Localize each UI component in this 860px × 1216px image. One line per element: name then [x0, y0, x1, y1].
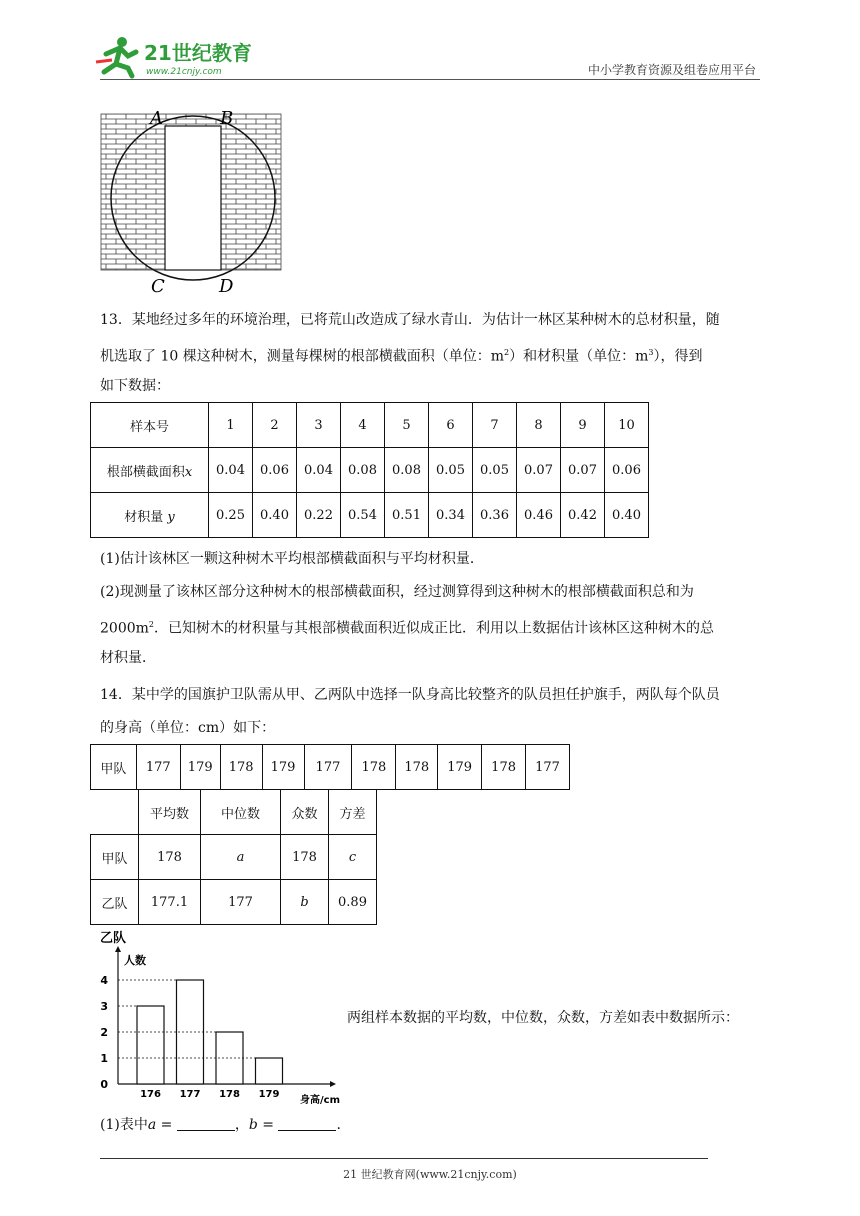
- q13-sub1: (1)估计该林区一颗这种树木平均根部横截面积与平均材积量．: [100, 551, 484, 567]
- table-cell: 0.40: [253, 493, 297, 538]
- q13-sub2-line1: (2)现测量了该林区部分这种树木的根部横截面积，经过测算得到这种树木的根部横截面积总和为: [100, 584, 694, 600]
- x-axis-label: 身高/cm: [300, 1095, 340, 1106]
- table-cell: 179: [180, 745, 220, 790]
- table-cell: [91, 790, 139, 835]
- table-cell: 0.40: [605, 493, 649, 538]
- table-cell: 10: [605, 403, 649, 448]
- table-cell: 0.06: [605, 448, 649, 493]
- table-cell: 177: [526, 745, 570, 790]
- brick-wall-figure: [96, 104, 286, 296]
- q13-line1: 13．某地经过多年的环境治理，已将荒山改造成了绿水青山．为估计一林区某种树木的总材积量，随: [100, 312, 720, 328]
- table-cell: 0.08: [385, 448, 429, 493]
- table-row: [91, 835, 377, 880]
- q14-line1: 14．某中学的国旗护卫队需从甲、乙两队中选择一队身高比较整齐的队员担任护旗手，两队每个队员: [100, 687, 720, 703]
- table-cell: 2: [253, 403, 297, 448]
- bar: [137, 1006, 164, 1084]
- y-tick-label: 4: [100, 974, 108, 987]
- y-tick-label: 3: [100, 1000, 108, 1013]
- q13-data-table: [90, 402, 649, 538]
- table-cell: 3: [297, 403, 341, 448]
- y-tick-label: 2: [100, 1026, 108, 1039]
- y-tick-label: 0: [100, 1078, 108, 1091]
- x-tick-label: 179: [258, 1089, 280, 1100]
- x-axis-arrow: [330, 1081, 336, 1087]
- y-axis-label: 人数: [124, 954, 146, 967]
- runner-icon: [96, 37, 136, 76]
- table-cell: 178: [482, 745, 526, 790]
- table-cell: 众数: [281, 790, 329, 835]
- table-cell: 0.89: [329, 880, 377, 925]
- yi-team-bar-chart: [94, 926, 344, 1108]
- table-cell: 0.05: [473, 448, 517, 493]
- table-cell: 179: [262, 745, 304, 790]
- table-cell: 0.06: [253, 448, 297, 493]
- table-row: [91, 448, 649, 493]
- table-cell: 甲队: [91, 745, 137, 790]
- table-cell: 0.51: [385, 493, 429, 538]
- table-cell: 0.07: [517, 448, 561, 493]
- q13-line3: 如下数据：: [100, 378, 170, 394]
- chart-title: 乙队: [100, 931, 127, 946]
- table-row: [91, 790, 377, 835]
- table-cell: 0.08: [341, 448, 385, 493]
- svg-text:www.21cnjy.com: www.21cnjy.com: [146, 67, 222, 77]
- footer-text: 21 世纪教育网(www.21cnjy.com): [343, 1168, 517, 1181]
- table-cell: c: [329, 835, 377, 880]
- table-cell: 178: [220, 745, 262, 790]
- table-cell: 方差: [329, 790, 377, 835]
- table-cell: 0.42: [561, 493, 605, 538]
- table-cell: 0.36: [473, 493, 517, 538]
- table-cell: 材积量 y: [91, 493, 209, 538]
- table-cell: 0.25: [209, 493, 253, 538]
- table-cell: 0.46: [517, 493, 561, 538]
- table-cell: 8: [517, 403, 561, 448]
- table-cell: 4: [341, 403, 385, 448]
- table-cell: 177: [201, 880, 281, 925]
- table-cell: 177: [136, 745, 180, 790]
- y-axis-arrow: [115, 946, 121, 952]
- answer-blank-b: [278, 1116, 336, 1131]
- table-cell: 179: [438, 745, 482, 790]
- table-cell: 178: [352, 745, 396, 790]
- table-row: [91, 403, 649, 448]
- label-A: A: [150, 108, 163, 129]
- table-cell: 0.22: [297, 493, 341, 538]
- table-cell: 9: [561, 403, 605, 448]
- q13-line2: 机选取了 10 棵这种树木，测量每棵树的根部横截面积（单位：$m^2$）和材积量（单位：$m^3$），得到: [100, 348, 703, 365]
- q14-line2: 的身高（单位：cm）如下：: [100, 720, 276, 736]
- table-cell: 6: [429, 403, 473, 448]
- table-cell: 中位数: [201, 790, 281, 835]
- table-row: [91, 745, 570, 790]
- label-B: B: [220, 108, 234, 129]
- table-cell: 177.1: [139, 880, 201, 925]
- answer-blank-a: [177, 1116, 235, 1131]
- footer-divider: [100, 1158, 708, 1159]
- bar: [256, 1058, 283, 1084]
- table-cell: 样本号: [91, 403, 209, 448]
- q14-stats-table: [90, 789, 377, 925]
- table-cell: 平均数: [139, 790, 201, 835]
- table-cell: 0.05: [429, 448, 473, 493]
- table-row: [91, 880, 377, 925]
- label-D: D: [219, 276, 234, 296]
- table-cell: 1: [209, 403, 253, 448]
- x-tick-label: 178: [219, 1089, 240, 1100]
- table-cell: 178: [139, 835, 201, 880]
- table-cell: 0.04: [209, 448, 253, 493]
- table-cell: 178: [396, 745, 438, 790]
- y-tick-label: 1: [100, 1052, 108, 1065]
- q13-sub2-line3: 材积量．: [100, 650, 156, 666]
- x-tick-label: 177: [179, 1089, 201, 1100]
- table-cell: 根部横截面积x: [91, 448, 209, 493]
- table-cell: 178: [281, 835, 329, 880]
- table-cell: b: [281, 880, 329, 925]
- site-logo: [92, 34, 262, 80]
- table-row: [91, 493, 649, 538]
- platform-title: 中小学教育资源及组卷应用平台: [587, 63, 756, 77]
- table-cell: a: [201, 835, 281, 880]
- table-cell: 7: [473, 403, 517, 448]
- q14-jia-heights-table: [90, 744, 570, 790]
- table-cell: 乙队: [91, 880, 139, 925]
- table-cell: 甲队: [91, 835, 139, 880]
- table-cell: 0.54: [341, 493, 385, 538]
- table-cell: 0.04: [297, 448, 341, 493]
- table-cell: 0.34: [429, 493, 473, 538]
- svg-text:21世纪教育: 21世纪教育: [144, 41, 252, 65]
- table-cell: 5: [385, 403, 429, 448]
- q14-side-text: 两组样本数据的平均数，中位数，众数，方差如表中数据所示：: [347, 1010, 739, 1026]
- q14-sub1: (1)表中a = ，b = .: [100, 1117, 341, 1133]
- header-divider: [100, 79, 760, 80]
- x-tick-label: 176: [140, 1089, 161, 1100]
- label-C: C: [151, 276, 165, 296]
- table-cell: 0.07: [561, 448, 605, 493]
- q13-sub2-line2: $2000m^2$．已知树木的材积量与其根部横截面积近似成正比．利用以上数据估计该林区这种树木的总: [100, 620, 714, 637]
- table-cell: 177: [304, 745, 352, 790]
